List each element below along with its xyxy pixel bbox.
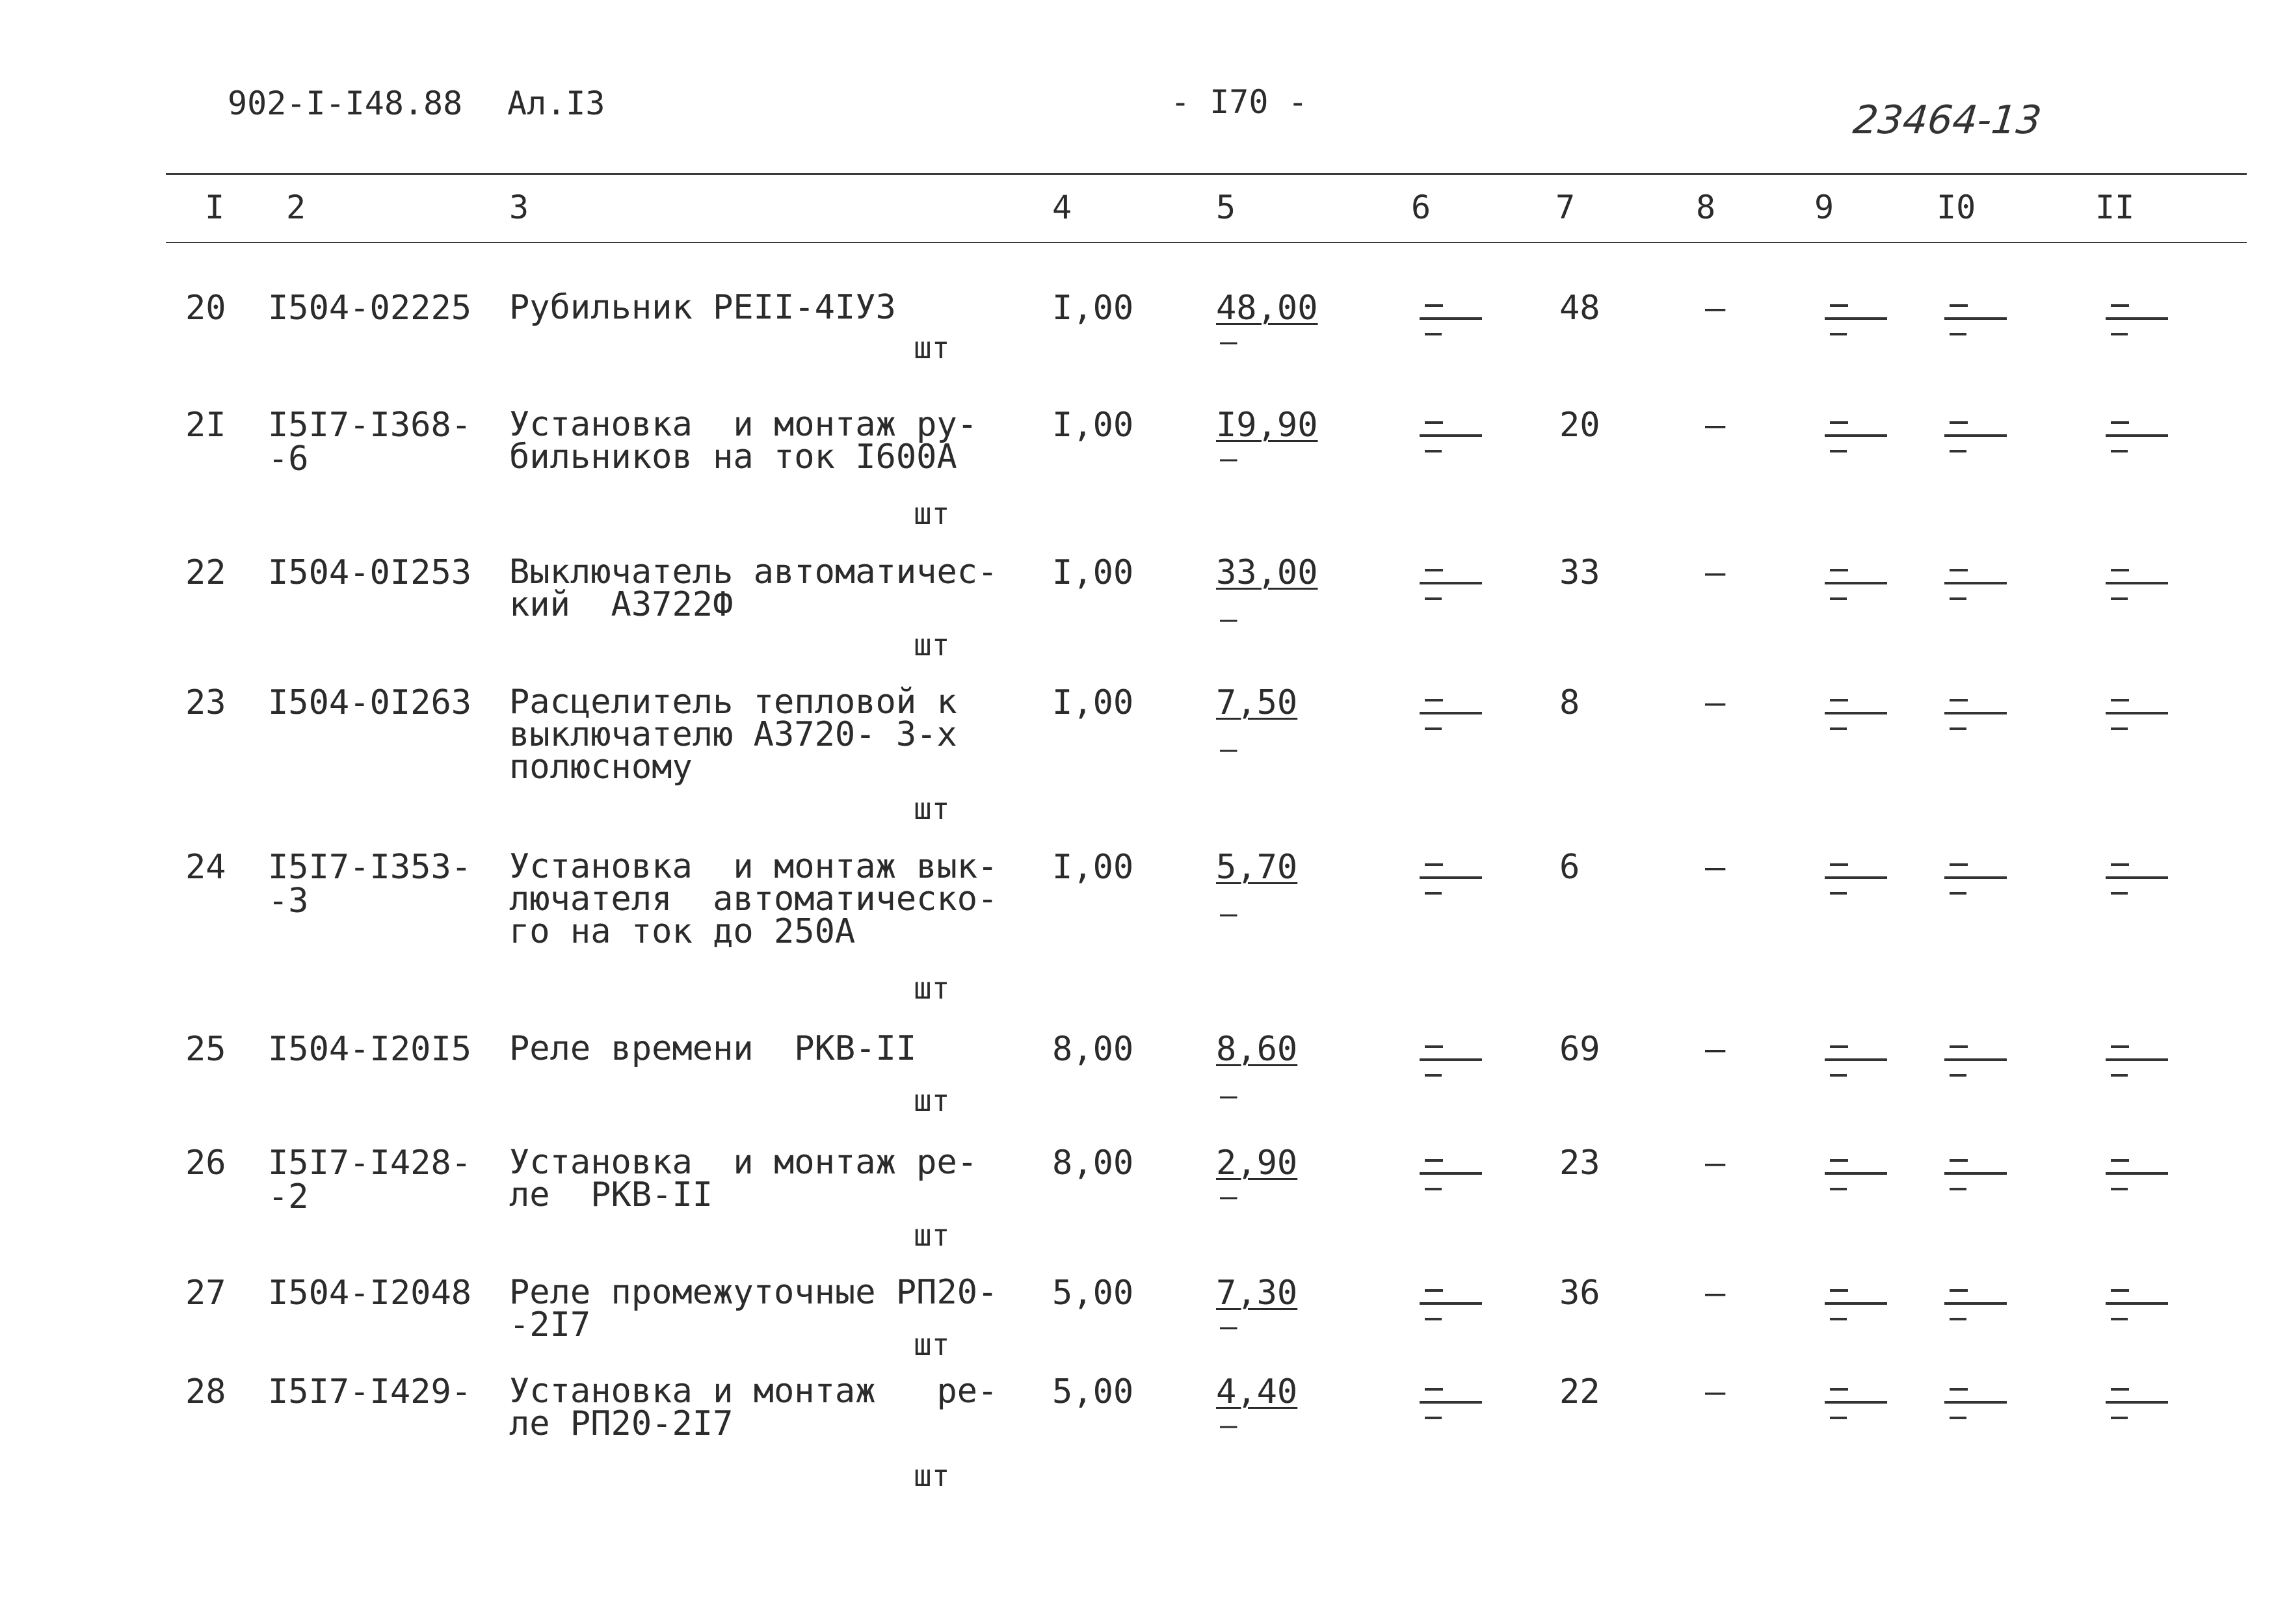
table-top-rule	[166, 173, 2247, 175]
row-col11-fraction	[2106, 1045, 2171, 1091]
page-number: - I70 -	[1171, 83, 1308, 121]
row-quantity: I,00	[1052, 406, 1134, 445]
row-code: I5I7-I428- -2	[268, 1144, 472, 1216]
row-quantity: 5,00	[1052, 1372, 1134, 1411]
row-col9-fraction	[1825, 569, 1890, 614]
row-col11-fraction	[2106, 421, 2171, 467]
row-col8: –	[1705, 406, 1726, 445]
row-col8: –	[1705, 553, 1726, 592]
row-price: 48,00	[1216, 289, 1318, 328]
row-price: 8,60	[1216, 1030, 1298, 1069]
row-number: 22	[185, 553, 226, 592]
row-number: 28	[185, 1372, 226, 1411]
row-col8: –	[1705, 1030, 1726, 1069]
row-col11-fraction	[2106, 304, 2171, 350]
row-col6-fraction	[1420, 1289, 1485, 1335]
row-col9-fraction	[1825, 1045, 1890, 1091]
row-price-sub: –	[1220, 603, 1237, 636]
row-number: 2I	[185, 406, 226, 445]
row-col10-fraction	[1944, 421, 2009, 467]
doc-code: 902-I-I48.88	[228, 85, 463, 122]
column-number-3: 3	[509, 189, 529, 226]
column-number-5: 5	[1216, 189, 1236, 226]
row-code: I504-02225	[268, 289, 472, 328]
column-number-10: I0	[1937, 189, 1976, 226]
row-unit: шт	[914, 496, 950, 531]
row-price-sub: –	[1220, 1079, 1237, 1112]
row-quantity: 5,00	[1052, 1274, 1134, 1313]
row-col6-fraction	[1420, 421, 1485, 467]
row-total: 20	[1559, 406, 1600, 445]
row-col6-fraction	[1420, 863, 1485, 909]
row-name: Установка и монтаж ру- бильников на ток I600А	[509, 405, 978, 477]
row-unit: шт	[914, 971, 950, 1006]
column-number-9: 9	[1814, 189, 1834, 226]
row-price: 2,90	[1216, 1144, 1298, 1183]
row-name: Реле промежуточные РП20- -2I7	[509, 1273, 998, 1344]
row-col9-fraction	[1825, 1159, 1890, 1205]
row-unit: шт	[914, 1218, 950, 1253]
row-number: 25	[185, 1030, 226, 1069]
row-price: 7,30	[1216, 1274, 1298, 1313]
column-number-6: 6	[1411, 189, 1431, 226]
row-price-sub: –	[1220, 325, 1237, 358]
column-number-1: I	[205, 189, 225, 226]
row-name: Реле времени РКВ-II	[509, 1029, 917, 1068]
row-number: 26	[185, 1144, 226, 1183]
row-code: I504-0I253	[268, 553, 472, 592]
row-col8: –	[1705, 289, 1726, 328]
row-price-sub: –	[1220, 1180, 1237, 1213]
row-quantity: I,00	[1052, 683, 1134, 722]
row-col9-fraction	[1825, 304, 1890, 350]
row-number: 20	[185, 289, 226, 328]
row-col6-fraction	[1420, 304, 1485, 350]
row-col8: –	[1705, 848, 1726, 887]
row-col9-fraction	[1825, 1289, 1890, 1335]
row-unit: шт	[914, 1458, 950, 1493]
row-col8: –	[1705, 1372, 1726, 1411]
row-total: 22	[1559, 1372, 1600, 1411]
row-col6-fraction	[1420, 1045, 1485, 1091]
row-col9-fraction	[1825, 1388, 1890, 1434]
row-code: I5I7-I368- -6	[268, 406, 472, 478]
row-code: I504-0I263	[268, 683, 472, 722]
row-quantity: 8,00	[1052, 1144, 1134, 1183]
row-col9-fraction	[1825, 863, 1890, 909]
row-quantity: I,00	[1052, 553, 1134, 592]
row-price-sub: –	[1220, 733, 1237, 766]
row-total: 36	[1559, 1274, 1600, 1313]
row-number: 24	[185, 848, 226, 887]
row-col10-fraction	[1944, 569, 2009, 614]
row-quantity: I,00	[1052, 289, 1134, 328]
row-col9-fraction	[1825, 421, 1890, 467]
row-total: 69	[1559, 1030, 1600, 1069]
row-price: 33,00	[1216, 553, 1318, 592]
row-number: 23	[185, 683, 226, 722]
row-col11-fraction	[2106, 569, 2171, 614]
sheet-number: Ал.I3	[507, 85, 605, 122]
row-col8: –	[1705, 1144, 1726, 1183]
row-col10-fraction	[1944, 699, 2009, 744]
row-price-sub: –	[1220, 1409, 1237, 1442]
column-number-2: 2	[286, 189, 306, 226]
row-total: 48	[1559, 289, 1600, 328]
row-quantity: 8,00	[1052, 1030, 1134, 1069]
row-col11-fraction	[2106, 699, 2171, 744]
column-number-8: 8	[1696, 189, 1716, 226]
row-code: I5I7-I353- -3	[268, 848, 472, 921]
row-col10-fraction	[1944, 304, 2009, 350]
row-unit: шт	[914, 330, 950, 365]
row-price-sub: –	[1220, 1310, 1237, 1343]
row-col10-fraction	[1944, 1388, 2009, 1434]
row-price: I9,90	[1216, 406, 1318, 445]
row-col6-fraction	[1420, 1159, 1485, 1205]
row-col10-fraction	[1944, 863, 2009, 909]
row-quantity: I,00	[1052, 848, 1134, 887]
row-price: 4,40	[1216, 1372, 1298, 1411]
row-total: 6	[1559, 848, 1580, 887]
row-unit: шт	[914, 1083, 950, 1118]
row-name: Рубильник РЕII-4IУЗ	[509, 288, 896, 327]
row-total: 33	[1559, 553, 1600, 592]
inventory-number: 23464-13	[1851, 98, 2044, 143]
row-unit: шт	[914, 1327, 950, 1362]
row-name: Выключатель автоматичес- кий АЗ722Ф	[509, 553, 998, 624]
row-col6-fraction	[1420, 569, 1485, 614]
row-name: Установка и монтаж ре- ле РКВ-II	[509, 1143, 978, 1214]
row-col9-fraction	[1825, 699, 1890, 744]
table-header-rule	[166, 242, 2247, 243]
row-number: 27	[185, 1274, 226, 1313]
row-code: I504-I2048	[268, 1274, 472, 1313]
row-unit: шт	[914, 627, 950, 662]
row-col10-fraction	[1944, 1159, 2009, 1205]
row-total: 8	[1559, 683, 1580, 722]
row-name: Расцелитель тепловой к выключателю АЗ720- 3-х полюсному	[509, 683, 957, 787]
row-name: Установка и монтаж вык- лючателя автоматическо- го на ток до 250А	[509, 847, 998, 951]
row-price-sub: –	[1220, 442, 1237, 475]
row-price: 5,70	[1216, 848, 1298, 887]
row-col10-fraction	[1944, 1045, 2009, 1091]
row-col11-fraction	[2106, 1289, 2171, 1335]
row-price-sub: –	[1220, 897, 1237, 930]
row-col8: –	[1705, 683, 1726, 722]
row-col11-fraction	[2106, 863, 2171, 909]
row-name: Установка и монтаж ре- ле РП20-2I7	[509, 1372, 998, 1443]
row-col6-fraction	[1420, 699, 1485, 744]
column-number-7: 7	[1555, 189, 1576, 226]
row-price: 7,50	[1216, 683, 1298, 722]
row-col11-fraction	[2106, 1388, 2171, 1434]
column-number-11: II	[2095, 189, 2135, 226]
row-code: I504-I20I5	[268, 1030, 472, 1069]
row-col8: –	[1705, 1274, 1726, 1313]
row-unit: шт	[914, 791, 950, 826]
row-code: I5I7-I429-	[268, 1372, 472, 1411]
row-col6-fraction	[1420, 1388, 1485, 1434]
row-total: 23	[1559, 1144, 1600, 1183]
row-col11-fraction	[2106, 1159, 2171, 1205]
row-col10-fraction	[1944, 1289, 2009, 1335]
column-number-4: 4	[1052, 189, 1072, 226]
